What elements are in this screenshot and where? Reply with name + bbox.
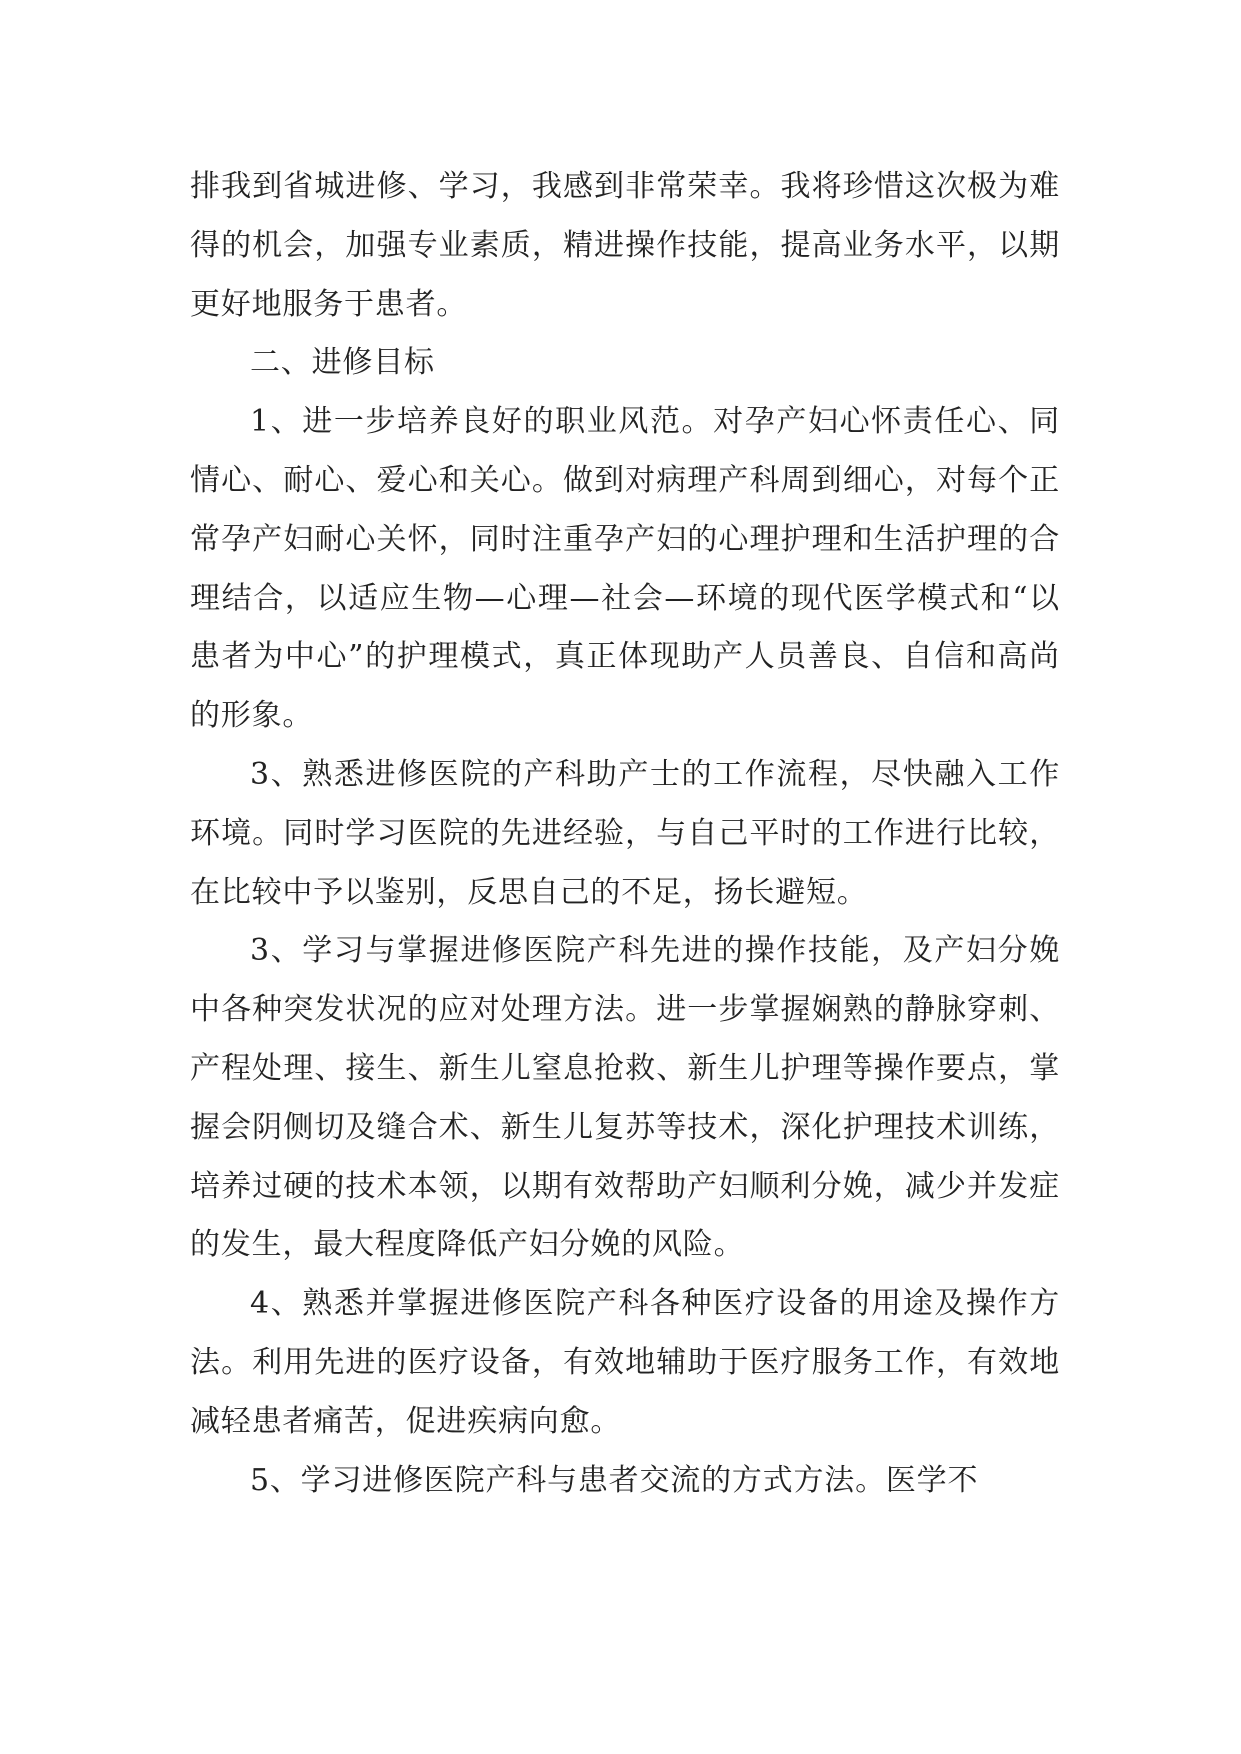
paragraph-goal-1: 1、进一步培养良好的职业风范。对孕产妇心怀责任心、同情心、耐心、爱心和关心。做到对病理产科周到细心，对每个正常孕产妇耐心关怀，同时注重孕产妇的心理护理和生活护理的合理结合，以适应生物—心理—社会—环境的现代医学模式和“以患者为中心”的护理模式，真正体现助产人员善良、自信和高尚的形象。 [190,404,1060,734]
document-body [190,158,1060,1510]
paragraph-goal-3a: 3、熟悉进修医院的产科助产士的工作流程，尽快融入工作环境。同时学习医院的先进经验，与自己平时的工作进行比较，在比较中予以鉴别，反思自己的不足，扬长避短。 [190,756,1060,910]
paragraph-goal-5: 5、学习进修医院产科与患者交流的方式方法。医学不 [250,1462,979,1498]
paragraph-intro: 排我到省城进修、学习，我感到非常荣幸。我将珍惜这次极为难得的机会，加强专业素质，精进操作技能，提高业务水平，以期更好地服务于患者。 [190,169,1060,322]
paragraph-goal-4: 4、熟悉并掌握进修医院产科各种医疗设备的用途及操作方法。利用先进的医疗设备，有效地辅助于医疗服务工作，有效地减轻患者痛苦，促进疾病向愈。 [190,1286,1060,1439]
paragraph-goal-3b: 3、学习与掌握进修医院产科先进的操作技能，及产妇分娩中各种突发状况的应对处理方法。进一步掌握娴熟的静脉穿刺、产程处理、接生、新生儿窒息抢救、新生儿护理等操作要点，掌握会阴侧切及缝合术、新生儿复苏等技术，深化护理技术训练，培养过硬的技术本领，以期有效帮助产妇顺利分娩，减少并发症的发生，最大程度降低产妇分娩的风险。 [190,933,1060,1263]
section-heading-goals: 二、进修目标 [250,345,435,381]
